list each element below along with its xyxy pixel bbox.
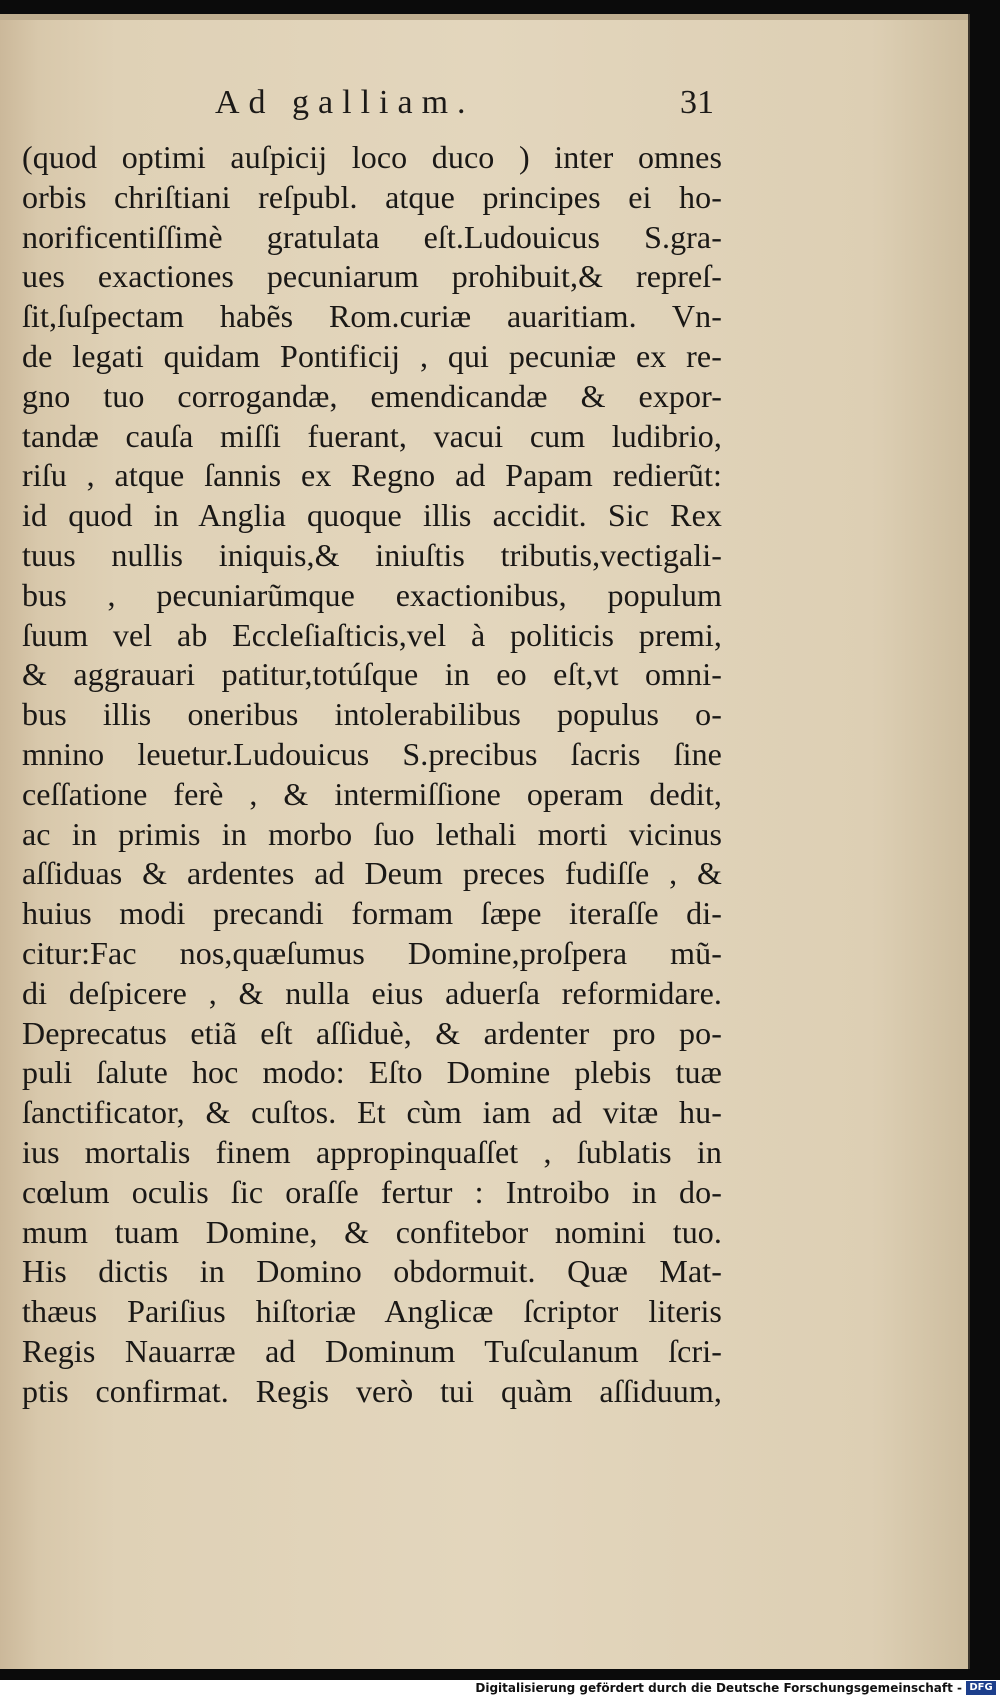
- text-line: thæus Pariſius hiſtoriæ Anglicæ ſcriptor literis: [22, 1293, 722, 1330]
- text-line: ues exactiones pecuniarum prohibuit,& repreſ-: [22, 258, 722, 295]
- text-line: orbis chriſtiani reſpubl. atque principes ei ho-: [22, 178, 722, 215]
- text-line: ac in primis in morbo ſuo lethali morti vicinus: [22, 815, 722, 852]
- body-text: [22, 138, 722, 1412]
- text-line: norificentiſſimè gratulata eſt.Ludouicus S.gra-: [22, 218, 722, 255]
- text-line: ſit,ſuſpectam habẽs Rom.curiæ auaritiam. Vn-: [22, 298, 722, 335]
- text-line: cœlum oculis ſic oraſſe fertur : Introibo in do-: [22, 1173, 722, 1210]
- text-line: bus illis oneribus intolerabilibus populus o-: [22, 696, 722, 733]
- text-line: Regis Nauarræ ad Dominum Tuſculanum ſcri-: [22, 1332, 722, 1369]
- text-line: (quod optimi auſpicij loco duco ) inter omnes: [22, 139, 722, 175]
- text-line: ſuum vel ab Eccleſiaſticis,vel à politicis premi,: [22, 616, 722, 653]
- text-line: riſu , atque ſannis ex Regno ad Papam redierũt:: [22, 457, 722, 494]
- text-line: mum tuam Domine, & confitebor nomini tuo.: [22, 1213, 722, 1250]
- text-line: citur:Fac nos,quæſumus Domine,proſpera mũ-: [22, 934, 722, 971]
- text-line: di deſpicere , & nulla eius aduerſa reformidare.: [22, 974, 722, 1011]
- text-line: puli ſalute hoc modo: Eſto Domine plebis tuæ: [22, 1054, 722, 1091]
- text-line: tandæ cauſa miſſi fuerant, vacui cum ludibrio,: [22, 417, 722, 454]
- text-line: His dictis in Domino obdormuit. Quæ Mat-: [22, 1253, 722, 1290]
- text-line: aſſiduas & ardentes ad Deum preces fudiſſe , &: [22, 855, 722, 892]
- running-title: Ad galliam.: [215, 84, 475, 121]
- text-line: ius mortalis finem appropinquaſſet , ſublatis in: [22, 1133, 722, 1170]
- text-line: Deprecatus etiã eſt aſſiduè, & ardenter pro po-: [22, 1014, 722, 1051]
- text-line: & aggrauari patitur,totúſque in eo eſt,vt omni-: [22, 656, 722, 693]
- text-line: de legati quidam Pontificij , qui pecuniæ ex re-: [22, 337, 722, 374]
- text-line: id quod in Anglia quoque illis accidit. Sic Rex: [22, 497, 722, 534]
- page-top-edge: [0, 14, 968, 20]
- text-line: ceſſatione ferè , & intermiſſione operam dedit,: [22, 775, 722, 812]
- page-number: 31: [680, 84, 714, 121]
- text-line: ſanctificator, & cuſtos. Et cùm iam ad vitæ hu-: [22, 1094, 722, 1131]
- text-line: bus , pecuniarũmque exactionibus, populum: [22, 576, 722, 613]
- digitization-credit: Digitalisierung gefördert durch die Deutsche Forschungsgemeinschaft -: [475, 1681, 962, 1695]
- text-line: ptis confirmat. Regis verò tui quàm aſſiduum,: [22, 1372, 722, 1409]
- dfg-logo: DFG: [966, 1681, 996, 1695]
- text-line: mnino leuetur.Ludouicus S.precibus ſacris ſine: [22, 735, 722, 772]
- text-line: gno tuo corrogandæ, emendicandæ & expor-: [22, 377, 722, 414]
- text-line: huius modi precandi formam ſæpe iteraſſe di-: [22, 895, 722, 932]
- text-line: tuus nullis iniquis,& iniuſtis tributis,vectigali-: [22, 536, 722, 573]
